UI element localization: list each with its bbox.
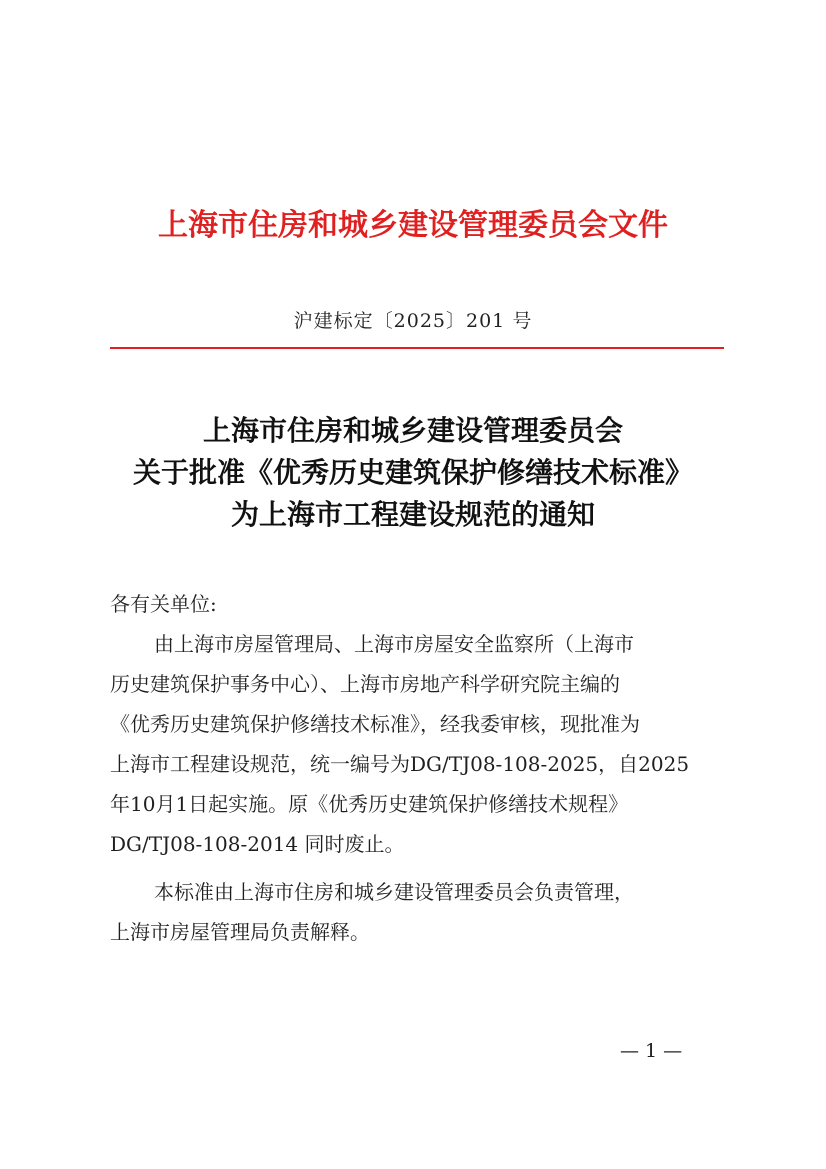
paragraph-1-line-5: 年10月1日起实施。原《优秀历史建筑保护修缮技术规程》 — [110, 792, 629, 816]
issuer-header: 上海市住房和城乡建设管理委员会文件 — [158, 208, 668, 243]
notice-title — [0, 410, 826, 536]
page-number: — 1 — — [620, 1040, 683, 1062]
paragraph-2-line-2: 上海市房屋管理局负责解释。 — [110, 920, 370, 944]
paragraph-1-line-6: DG/TJ08-108-2014 同时废止。 — [110, 832, 405, 856]
paragraph-1-line-3: 《优秀历史建筑保护修缮技术标准》，经我委审核，现批准为 — [110, 712, 640, 736]
document-number: 沪建标定〔2025〕201 号 — [293, 310, 533, 332]
title-line-2: 关于批准《优秀历史建筑保护修缮技术标准》 — [132, 456, 693, 489]
salutation: 各有关单位: — [110, 592, 217, 616]
notice-body — [110, 584, 726, 952]
paragraph-1-line-4: 上海市工程建设规范，统一编号为DG/TJ08-108-2025，自2025 — [110, 752, 690, 776]
paragraph-1-line-1: 由上海市房屋管理局、上海市房屋安全监察所（上海市 — [154, 632, 634, 656]
paragraph-1-line-2: 历史建筑保护事务中心）、上海市房地产科学研究院主编的 — [110, 672, 620, 696]
paragraph-gap — [110, 864, 726, 872]
title-line-1: 上海市住房和城乡建设管理委员会 — [202, 414, 623, 447]
paragraph-2-line-1: 本标准由上海市住房和城乡建设管理委员会负责管理， — [154, 880, 634, 904]
title-line-3: 为上海市工程建设规范的通知 — [230, 498, 595, 531]
red-divider — [110, 347, 724, 349]
